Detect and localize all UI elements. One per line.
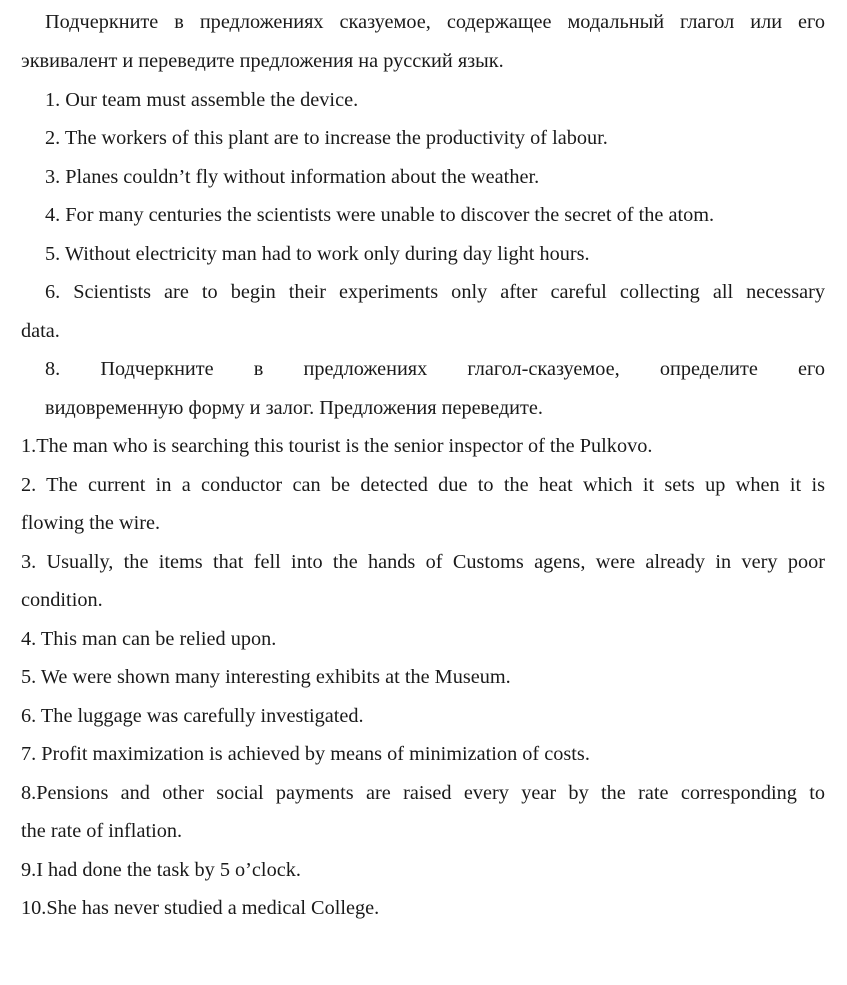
section2-line: 5. We were shown many interesting exhibits at the Museum. [21,666,511,688]
section1-item: 1. Our team must assemble the device. [45,89,359,111]
section2-line: 8.Pensions and other social payments are raised every year by the rate corresponding to [21,782,825,804]
section1-item: 2. The workers of this plant are to increase the productivity of labour. [45,127,608,149]
section1-heading-line1: Подчеркните в предложениях сказуемое, содержащее модальный глагол или его [45,11,825,33]
section1-item: 6. Scientists are to begin their experiments only after careful collecting all necessary [45,281,825,303]
section1-item: 3. Planes couldn’t fly without information about the weather. [45,166,540,188]
section1-item-continuation: data. [21,320,60,342]
section2-line: flowing the wire. [21,512,161,534]
section1-heading-line2: эквивалент и переведите предложения на русский язык. [21,50,504,72]
section2-line: 4. This man can be relied upon. [21,628,277,650]
section1-item: 4. For many centuries the scientists were unable to discover the secret of the atom. [45,204,715,226]
section2-heading-line1: 8. Подчеркните в предложениях глагол-сказуемое, определите его [45,358,825,380]
section2-line: 2. The current in a conductor can be detected due to the heat which it sets up when it is [21,474,825,496]
section2-heading-line2: видовременную форму и залог. Предложения переведите. [45,397,543,419]
section2-line: 9.I had done the task by 5 o’clock. [21,859,301,881]
section2-line: 10.She has never studied a medical College. [21,897,380,919]
section1-item: 5. Without electricity man had to work only during day light hours. [45,243,590,265]
section2-line: 6. The luggage was carefully investigated. [21,705,364,727]
section2-line: the rate of inflation. [21,820,183,842]
section2-line: 3. Usually, the items that fell into the hands of Customs agens, were already in very poor [21,551,825,573]
section2-line: 7. Profit maximization is achieved by means of minimization of costs. [21,743,590,765]
section2-line: 1.The man who is searching this tourist is the senior inspector of the Pulkovo. [21,435,653,457]
section2-line: condition. [21,589,103,611]
